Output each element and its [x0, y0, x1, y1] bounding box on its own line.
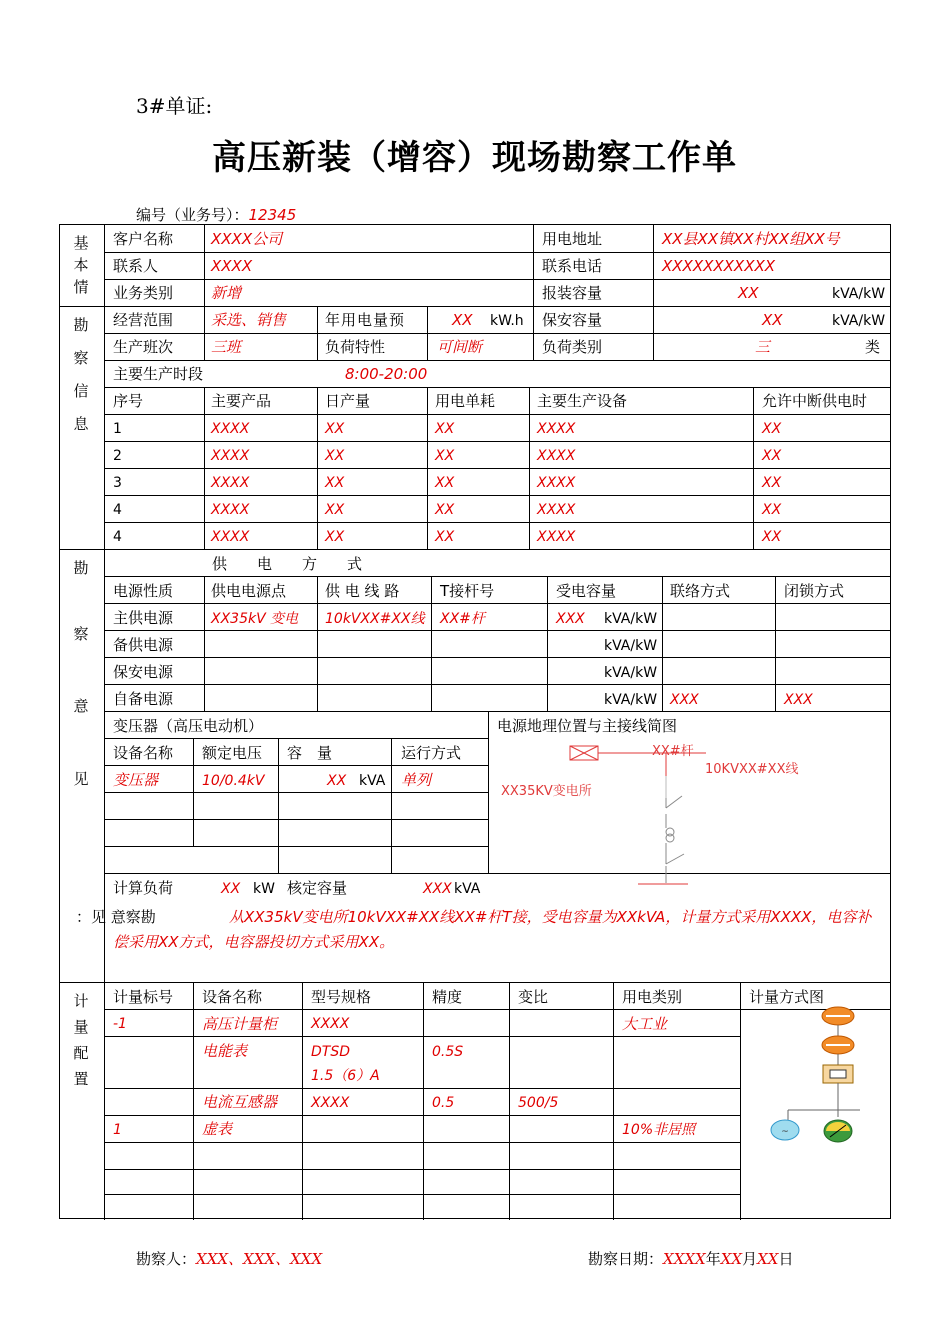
product-header-cell: 日产量 [325, 392, 371, 410]
meter-model: XXXX [311, 1095, 350, 1111]
date-label: 勘察日期： [588, 1250, 664, 1268]
source-unit: kVA/kW [604, 692, 658, 708]
capacity-unit: kVA/kW [832, 286, 886, 302]
side-char: 情 [73, 278, 89, 296]
biz-type-label: 业务类别 [113, 284, 174, 302]
wiring-diagram [488, 738, 728, 890]
side-char: 见 [73, 770, 89, 788]
side-char: 息 [73, 415, 89, 433]
meter-id: -1 [113, 1016, 127, 1032]
conclusion-line-2: 偿采用XX方式，电容器投切方式采用XX。 [113, 933, 395, 951]
approved-capacity-label: 核定容量 [287, 879, 348, 897]
svg-text:~: ~ [781, 1127, 789, 1137]
date-day: XX [757, 1250, 779, 1268]
main-equipment: XXXX [537, 529, 576, 545]
month-suffix: 月 [742, 1250, 758, 1268]
unit-consumption: XX [435, 448, 455, 464]
surveyor-line [136, 1248, 322, 1269]
meter-icon [822, 1007, 854, 1025]
load-class-label: 负荷类别 [542, 338, 603, 356]
diagram-station-label: XX35KV变电所 [501, 784, 592, 799]
side-char: 量 [73, 1018, 89, 1036]
main-equipment: XXXX [537, 448, 576, 464]
source-point: XX35kV 变电 [211, 611, 299, 627]
side-char: 察 [73, 625, 89, 643]
source-name: 主供电源 [113, 609, 174, 627]
interruption-allowed: XX [762, 448, 782, 464]
transformer-title: 变压器（高压电动机） [113, 717, 264, 735]
address-value: XX县XX镇XX村XX组XX号 [662, 230, 840, 248]
supply-header-cell: 受电容量 [556, 582, 617, 600]
meter-id: 1 [113, 1122, 122, 1138]
load-characteristic-value: 可间断 [437, 338, 483, 356]
tx-header-cell: 容 量 [287, 744, 333, 762]
surveyor-label: 勘察人： [136, 1250, 197, 1268]
source-link: XXX [670, 692, 699, 708]
meter-category: 10%非居照 [622, 1122, 696, 1138]
load-class-value: 三 [755, 338, 771, 356]
customer-label: 客户名称 [113, 230, 174, 248]
year-suffix: 年 [705, 1250, 721, 1268]
capacity-value: XX [738, 284, 759, 302]
interruption-allowed: XX [762, 475, 782, 491]
source-name: 保安电源 [113, 663, 174, 681]
annual-usage-unit: kW.h [490, 313, 524, 329]
meter-device: 高压计量柜 [202, 1015, 278, 1033]
product: XXXX [211, 421, 250, 437]
side-char: 本 [73, 256, 89, 274]
unit-consumption: XX [435, 529, 455, 545]
substation-symbol [570, 746, 598, 760]
product: XXXX [211, 502, 250, 518]
main-equipment: XXXX [537, 475, 576, 491]
main-equipment: XXXX [537, 421, 576, 437]
source-pole: XX#杆 [440, 611, 485, 627]
product-header-cell: 允许中断供电时 [762, 392, 868, 410]
tx-capacity-unit: kVA [359, 773, 386, 789]
supply-header-cell: 闭锁方式 [784, 582, 845, 600]
supply-header-cell: 供 电 线 路 [325, 582, 400, 600]
annual-usage-value: XX [452, 311, 473, 329]
serial-value: 12345 [248, 206, 297, 224]
contact-label: 联系人 [113, 257, 159, 275]
source-capacity: XXX [556, 611, 585, 627]
certificate-label: 3#单证: [136, 94, 213, 118]
interruption-allowed: XX [762, 502, 782, 518]
metering-header-cell: 计量方式图 [749, 988, 825, 1006]
switch-symbol [666, 796, 682, 828]
energy-meter-icon [824, 1120, 852, 1142]
production-period-label: 主要生产时段 [113, 365, 204, 383]
load-class-unit: 类 [865, 338, 881, 356]
source-unit: kVA/kW [604, 638, 658, 654]
contact-value: XXXX [211, 257, 253, 275]
tx-name: 变压器 [113, 771, 159, 789]
surveyor-names: XXX、XXX、XXX [196, 1250, 323, 1268]
side-char: 计 [73, 992, 89, 1010]
supply-header-cell: 供电电源点 [211, 582, 287, 600]
daily-output: XX [325, 529, 345, 545]
serial-label: 编号（业务号）： [136, 206, 249, 224]
meter-precision: 0.5 [432, 1095, 455, 1111]
daily-output: XX [325, 448, 345, 464]
security-capacity-label: 保安容量 [542, 311, 603, 329]
calc-load-unit: kW [253, 881, 275, 897]
shift-label: 生产班次 [113, 338, 174, 356]
unit-consumption: XX [435, 421, 455, 437]
daily-output: XX [325, 421, 345, 437]
source-lock: XXX [784, 692, 813, 708]
day-suffix: 日 [778, 1250, 794, 1268]
product: XXXX [211, 448, 250, 464]
meter-model: XXXX [311, 1016, 350, 1032]
supply-method-title: 供 电 方 式 [212, 555, 363, 573]
tx-mode: 单列 [401, 771, 432, 789]
unit-consumption: XX [435, 502, 455, 518]
meter-device: 虚表 [202, 1120, 233, 1138]
product-header-cell: 序号 [113, 392, 144, 410]
metering-diagram [760, 1005, 885, 1150]
metering-header-cell: 设备名称 [202, 988, 263, 1006]
row-number: 4 [113, 502, 122, 518]
side-char: 配 [73, 1044, 89, 1062]
source-name: 备供电源 [113, 636, 174, 654]
supply-header-cell: 联络方式 [670, 582, 731, 600]
calc-load-label: 计算负荷 [113, 879, 174, 897]
source-name: 自备电源 [113, 690, 174, 708]
serial-number [136, 204, 296, 225]
metering-header-cell: 变比 [518, 988, 549, 1006]
main-equipment: XXXX [537, 502, 576, 518]
source-unit: kVA/kW [604, 665, 658, 681]
product-header-cell: 用电单耗 [435, 392, 496, 410]
metering-header-cell: 型号规格 [311, 988, 372, 1006]
meter-model: DTSD [311, 1044, 350, 1060]
supply-header-cell: 电源性质 [113, 582, 174, 600]
meter-ratio: 500/5 [518, 1095, 559, 1111]
side-char: 勘 [73, 316, 89, 334]
breaker-symbol [666, 843, 684, 883]
address-label: 用电地址 [542, 230, 603, 248]
tx-capacity: XX [327, 773, 347, 789]
scope-value: 采选、销售 [211, 311, 287, 329]
approved-capacity-unit: kVA [454, 881, 481, 897]
source-line: 10kVXX#XX线 [325, 611, 425, 627]
row-number: 1 [113, 421, 122, 437]
meter-icon [822, 1036, 854, 1054]
ct-box-icon [823, 1065, 853, 1083]
page-title: 高压新装（增容）现场勘察工作单 [212, 138, 737, 178]
product: XXXX [211, 475, 250, 491]
metering-header-cell: 精度 [432, 988, 463, 1006]
security-capacity-unit: kVA/kW [832, 313, 886, 329]
meter-model-2: 1.5（6）A [311, 1068, 380, 1084]
product-header-cell: 主要产品 [211, 392, 272, 410]
interruption-allowed: XX [762, 529, 782, 545]
unit-consumption: XX [435, 475, 455, 491]
product: XXXX [211, 529, 250, 545]
tx-header-cell: 运行方式 [401, 744, 462, 762]
capacity-label: 报装容量 [542, 284, 603, 302]
meter-category: 大工业 [622, 1015, 668, 1033]
row-number: 2 [113, 448, 122, 464]
side-char: 置 [73, 1070, 89, 1088]
daily-output: XX [325, 475, 345, 491]
scope-label: 经营范围 [113, 311, 174, 329]
date-month: XX [720, 1250, 743, 1268]
meter-precision: 0.5S [432, 1044, 464, 1060]
virtual-meter-icon [771, 1120, 799, 1140]
security-capacity-value: XX [762, 311, 783, 329]
transformer-symbol [666, 828, 674, 842]
row-number: 3 [113, 475, 122, 491]
side-char: 基 [73, 234, 89, 252]
supply-header-cell: T接杆号 [440, 582, 495, 600]
approved-capacity-value: XXX [423, 881, 452, 897]
meter-device: 电能表 [202, 1042, 248, 1060]
side-char: 勘 [73, 559, 89, 577]
diagram-title: 电源地理位置与主接线简图 [497, 717, 678, 735]
biz-type-value: 新增 [211, 284, 242, 302]
survey-date [588, 1248, 794, 1269]
phone-label: 联系电话 [542, 257, 603, 275]
tx-header-cell: 额定电压 [202, 744, 263, 762]
source-unit: kVA/kW [604, 611, 658, 627]
daily-output: XX [325, 502, 345, 518]
product-header-cell: 主要生产设备 [537, 392, 628, 410]
interruption-allowed: XX [762, 421, 782, 437]
side-char: 信 [73, 382, 89, 400]
date-year: XXXX [663, 1250, 706, 1268]
customer-value: XXXX公司 [211, 230, 283, 248]
conclusion-line-1: 从XX35kV变电所10kVXX#XX线XX#杆T接，受电容量为XXkVA，计量方式采用XXXX，电容补 [229, 908, 872, 926]
metering-header-cell: 计量标号 [113, 988, 174, 1006]
annual-usage-label: 年用电量预 [325, 311, 406, 329]
calc-load-value: XX [221, 881, 241, 897]
side-char: 意 [73, 697, 89, 715]
diagram-pole-label: XX#杆 [652, 744, 694, 759]
diagram-line-label: 10KVXX#XX线 [705, 762, 799, 777]
tx-header-cell: 设备名称 [113, 744, 174, 762]
meter-device: 电流互感器 [202, 1093, 278, 1111]
side-char: 察 [73, 349, 89, 367]
phone-value: XXXXXXXXXXX [662, 257, 776, 275]
row-number: 4 [113, 529, 122, 545]
metering-header-cell: 用电类别 [622, 988, 683, 1006]
tx-voltage: 10/0.4kV [202, 773, 265, 789]
load-characteristic-label: 负荷特性 [325, 338, 386, 356]
opinion-overlap-label: ：见 意察勘 [76, 908, 156, 926]
production-period-value: 8:00-20:00 [345, 365, 428, 383]
shift-value: 三班 [211, 338, 242, 356]
